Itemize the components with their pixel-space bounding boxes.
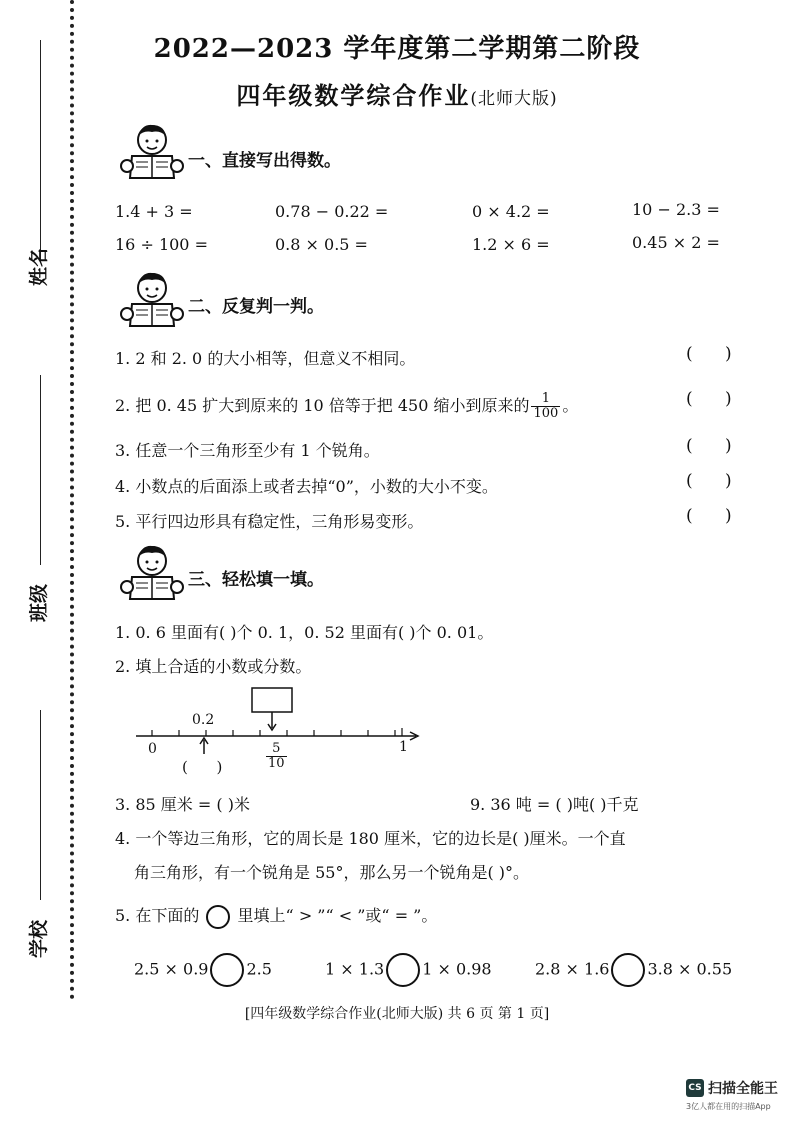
fraction-numerator: 1 [531,392,560,407]
judge-q2-end: 。 [562,396,579,415]
judge-answer-4[interactable]: ( ) [686,471,732,491]
fill-q1: 1. 0. 6 里面有( )个 0. 1，0. 52 里面有( )个 0. 01。 [115,623,494,642]
fraction-denominator: 10 [268,756,285,771]
name-field-line[interactable] [40,40,41,260]
page-subtitle [0,76,794,111]
edition-text: (北师大版) [470,89,558,109]
fraction-5-10 [266,742,287,771]
section3-title: 三、轻松填一填。 [188,570,324,590]
compare-1-right: 2.5 [246,959,272,979]
number-line-answer[interactable]: ( ) [182,758,223,776]
judge-answer-2[interactable]: ( ) [686,389,732,409]
fill-q5 [115,903,437,929]
calc-1-3: 0 × 4.2 = [472,202,550,221]
fill-q3b: 9. 36 吨 = ( )吨( )千克 [470,795,639,814]
judge-q3: 3. 任意一个三角形至少有 1 个锐角。 [115,441,380,460]
calc-2-3: 1.2 × 6 = [472,235,550,254]
section2-title: 二、反复判一判。 [188,297,324,317]
label-0-2: 0.2 [192,712,215,728]
compare-3-left: 2.8 × 1.6 [535,959,610,979]
judge-q2 [115,392,578,421]
fraction-1-100 [531,392,560,421]
reading-boy-icon [118,122,186,182]
fill-q5-pre: 5. 在下面的 [115,906,200,925]
label-one: 1 [399,739,408,755]
calc-1-4: 10 − 2.3 = [632,200,720,219]
name-label: 姓名 [28,247,50,286]
compare-3-right: 3.8 × 0.55 [647,959,733,979]
fill-q4b: 角三角形，有一个锐角是 55°，那么另一个锐角是( )°。 [134,863,530,882]
compare-circle-3[interactable] [611,953,645,987]
watermark-subtitle: 3亿人都在用的扫描App [686,1102,771,1111]
judge-answer-5[interactable]: ( ) [686,506,732,526]
compare-1-left: 2.5 × 0.9 [134,959,209,979]
fraction-numerator: 5 [266,742,287,757]
reading-boy-icon [118,270,186,330]
circle-icon [206,905,230,929]
fill-q5-post: 里填上“ > ”“ < ”或“ = ”。 [237,906,438,925]
calc-1-1: 1.4 + 3 = [115,202,193,221]
school-label: 学校 [28,919,50,958]
fill-q3a: 3. 85 厘米 = ( )米 [115,795,250,814]
class-field-line[interactable] [40,375,41,565]
reading-boy-icon [118,543,186,603]
label-five-tenths [264,742,289,771]
compare-1 [134,953,272,987]
judge-answer-3[interactable]: ( ) [686,436,732,456]
calc-2-1: 16 ÷ 100 = [115,235,208,254]
camscanner-logo-icon: CS [686,1079,704,1097]
judge-answer-1[interactable]: ( ) [686,344,732,364]
subtitle-text: 四年级数学综合作业 [236,81,471,110]
compare-circle-2[interactable] [386,953,420,987]
school-field-line[interactable] [40,710,41,900]
compare-circle-1[interactable] [210,953,244,987]
fraction-denominator: 100 [533,406,559,421]
binding-dotted-line [70,0,74,1000]
compare-3 [535,953,732,987]
watermark-name: 扫描全能王 [708,1081,778,1097]
judge-q5: 5. 平行四边形具有稳定性，三角形易变形。 [115,512,424,531]
class-label: 班级 [28,583,50,622]
page-title: 2022—2023 学年度第二学期第二阶段 [153,34,641,64]
fill-q2: 2. 填上合适的小数或分数。 [115,657,312,676]
label-zero: 0 [148,741,157,757]
compare-2-right: 1 × 0.98 [422,959,492,979]
compare-2-left: 1 × 1.3 [325,959,385,979]
calc-2-4: 0.45 × 2 = [632,233,720,252]
section1-title: 一、直接写出得数。 [188,151,341,171]
compare-2 [325,953,492,987]
judge-q2-text: 2. 把 0. 45 扩大到原来的 10 倍等于把 450 缩小到原来的 [115,396,530,415]
calc-2-2: 0.8 × 0.5 = [275,235,368,254]
judge-q4: 4. 小数点的后面添上或者去掉“0”，小数的大小不变。 [115,477,498,496]
page-footer: [四年级数学综合作业(北师大版) 共 6 页 第 1 页] [244,1006,550,1022]
fill-q4a: 4. 一个等边三角形，它的周长是 180 厘米，它的边长是( )厘米。一个直 [115,829,626,848]
answer-box[interactable] [252,688,292,712]
calc-1-2: 0.78 − 0.22 = [275,202,389,221]
judge-q1: 1. 2 和 2. 0 的大小相等，但意义不相同。 [115,349,416,368]
